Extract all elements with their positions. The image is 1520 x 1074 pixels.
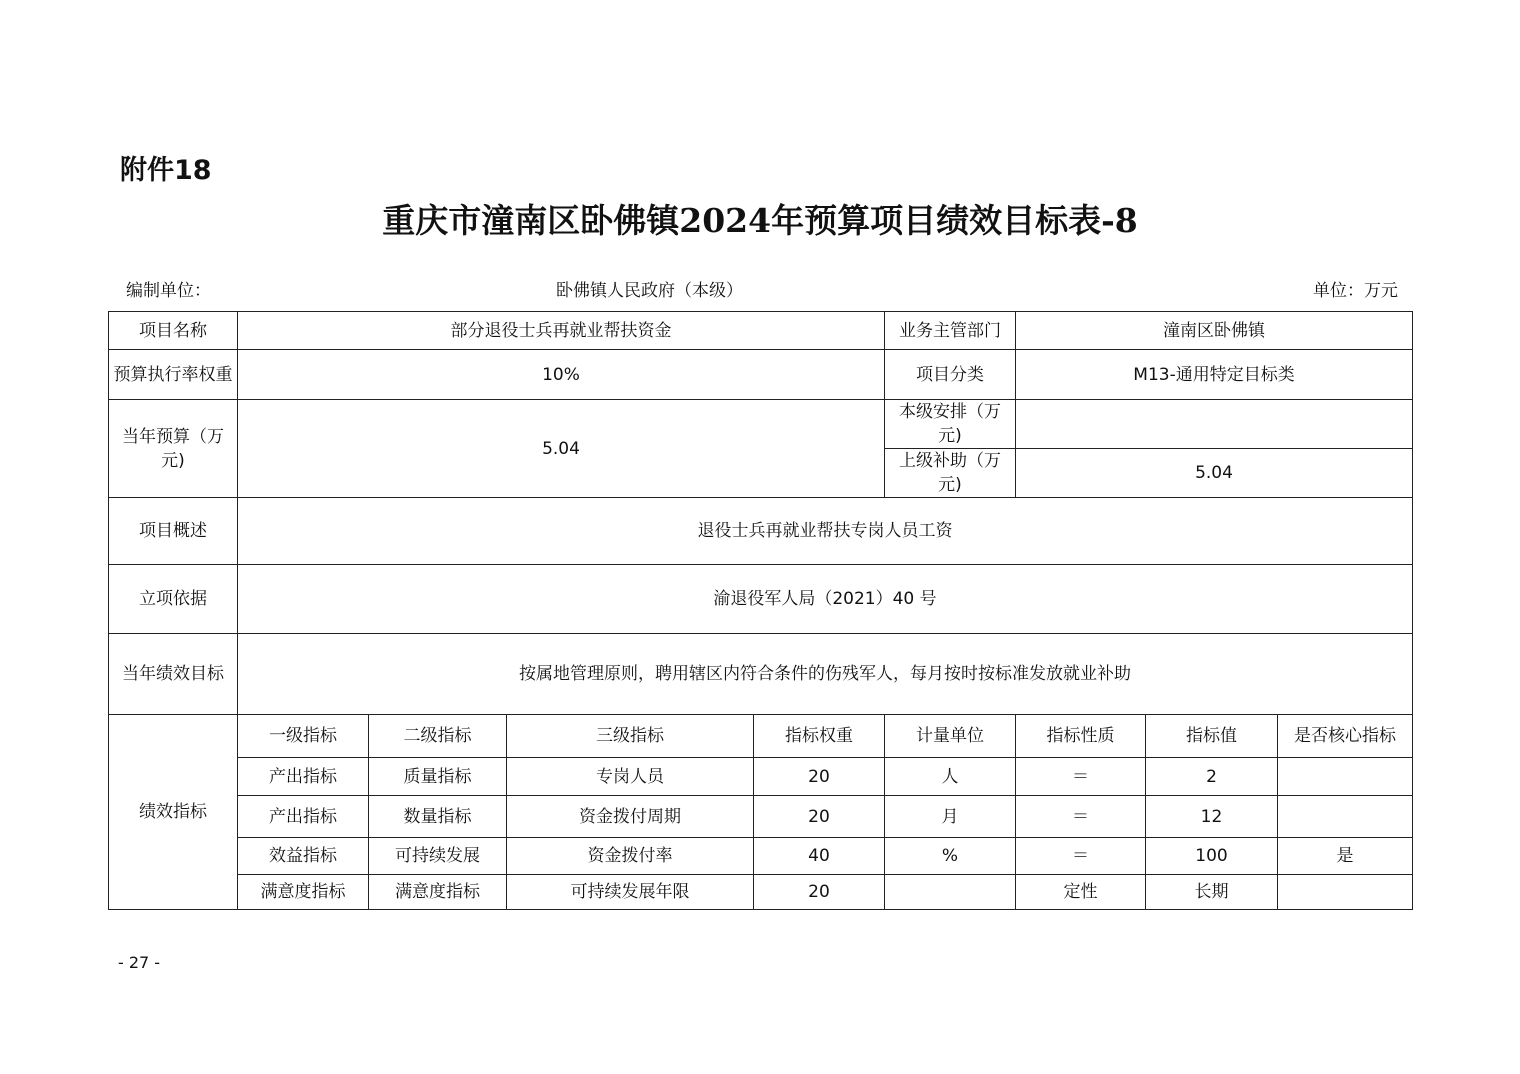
- row-basis: [109, 565, 1413, 634]
- goal-label: 当年绩效目标: [109, 634, 238, 715]
- header-cell: 三级指标: [507, 715, 754, 758]
- indicators-section-label: 绩效指标: [109, 715, 238, 910]
- indicator-row: [109, 758, 1413, 796]
- overview-value: 退役士兵再就业帮扶专岗人员工资: [238, 498, 1413, 565]
- indicator-cell: [1278, 758, 1413, 796]
- basis-value: 渝退役军人局（2021）40 号: [238, 565, 1413, 634]
- indicator-cell: 20: [754, 875, 885, 910]
- indicator-row: [109, 796, 1413, 838]
- row-goal: [109, 634, 1413, 715]
- indicator-cell: %: [885, 838, 1016, 875]
- dept-value: 潼南区卧佛镇: [1016, 312, 1413, 350]
- budget-value: 5.04: [238, 400, 885, 498]
- performance-target-table: [108, 311, 1413, 910]
- indicator-cell: 月: [885, 796, 1016, 838]
- indicator-row: [109, 875, 1413, 910]
- indicator-cell: 40: [754, 838, 885, 875]
- weight-label: 预算执行率权重: [109, 350, 238, 400]
- upper-label: 上级补助（万元): [885, 449, 1016, 498]
- indicator-cell: 产出指标: [238, 796, 369, 838]
- local-label: 本级安排（万元): [885, 400, 1016, 449]
- indicator-cell: 20: [754, 758, 885, 796]
- indicator-cell: 100: [1146, 838, 1278, 875]
- indicator-cell: 质量指标: [369, 758, 507, 796]
- indicator-cell: 人: [885, 758, 1016, 796]
- header-cell: 指标值: [1146, 715, 1278, 758]
- indicator-cell: 定性: [1016, 875, 1146, 910]
- category-value: M13-通用特定目标类: [1016, 350, 1413, 400]
- indicator-header-row: [109, 715, 1413, 758]
- indicator-cell: 效益指标: [238, 838, 369, 875]
- row-project-name: [109, 312, 1413, 350]
- page-number: - 27 -: [118, 953, 161, 972]
- indicator-cell: 2: [1146, 758, 1278, 796]
- indicator-cell: [1278, 875, 1413, 910]
- indicator-cell: [885, 875, 1016, 910]
- basis-label: 立项依据: [109, 565, 238, 634]
- indicator-cell: ＝: [1016, 838, 1146, 875]
- indicator-cell: 可持续发展: [369, 838, 507, 875]
- indicator-cell: ＝: [1016, 758, 1146, 796]
- header-cell: 指标性质: [1016, 715, 1146, 758]
- indicator-cell: 20: [754, 796, 885, 838]
- indicator-cell: 资金拨付率: [507, 838, 754, 875]
- preparer-name: 卧佛镇人民政府（本级）: [556, 281, 743, 301]
- header-cell: 一级指标: [238, 715, 369, 758]
- indicator-cell: 是: [1278, 838, 1413, 875]
- indicator-cell: 资金拨付周期: [507, 796, 754, 838]
- row-budget-local: [109, 400, 1413, 449]
- row-weight: [109, 350, 1413, 400]
- indicator-cell: 专岗人员: [507, 758, 754, 796]
- header-cell: 二级指标: [369, 715, 507, 758]
- weight-value: 10%: [238, 350, 885, 400]
- indicator-row: [109, 838, 1413, 875]
- currency-unit: 单位：万元: [1313, 281, 1398, 301]
- header-cell: 指标权重: [754, 715, 885, 758]
- indicator-cell: [1278, 796, 1413, 838]
- row-overview: [109, 498, 1413, 565]
- project-name-value: 部分退役士兵再就业帮扶资金: [238, 312, 885, 350]
- indicator-cell: 12: [1146, 796, 1278, 838]
- local-value: [1016, 400, 1413, 449]
- indicator-cell: 可持续发展年限: [507, 875, 754, 910]
- indicator-cell: 长期: [1146, 875, 1278, 910]
- overview-label: 项目概述: [109, 498, 238, 565]
- dept-label: 业务主管部门: [885, 312, 1016, 350]
- indicator-cell: 数量指标: [369, 796, 507, 838]
- header-cell: 计量单位: [885, 715, 1016, 758]
- preparer-label: 编制单位：: [126, 281, 211, 301]
- category-label: 项目分类: [885, 350, 1016, 400]
- indicator-cell: 满意度指标: [369, 875, 507, 910]
- budget-label: 当年预算（万元): [109, 400, 238, 498]
- indicator-cell: ＝: [1016, 796, 1146, 838]
- header-cell: 是否核心指标: [1278, 715, 1413, 758]
- attachment-label: 附件18: [120, 155, 212, 186]
- project-name-label: 项目名称: [109, 312, 238, 350]
- document-title: 重庆市潼南区卧佛镇2024年预算项目绩效目标表-8: [382, 201, 1138, 240]
- goal-value: 按属地管理原则，聘用辖区内符合条件的伤残军人，每月按时按标准发放就业补助: [238, 634, 1413, 715]
- indicator-cell: 产出指标: [238, 758, 369, 796]
- upper-value: 5.04: [1016, 449, 1413, 498]
- indicator-cell: 满意度指标: [238, 875, 369, 910]
